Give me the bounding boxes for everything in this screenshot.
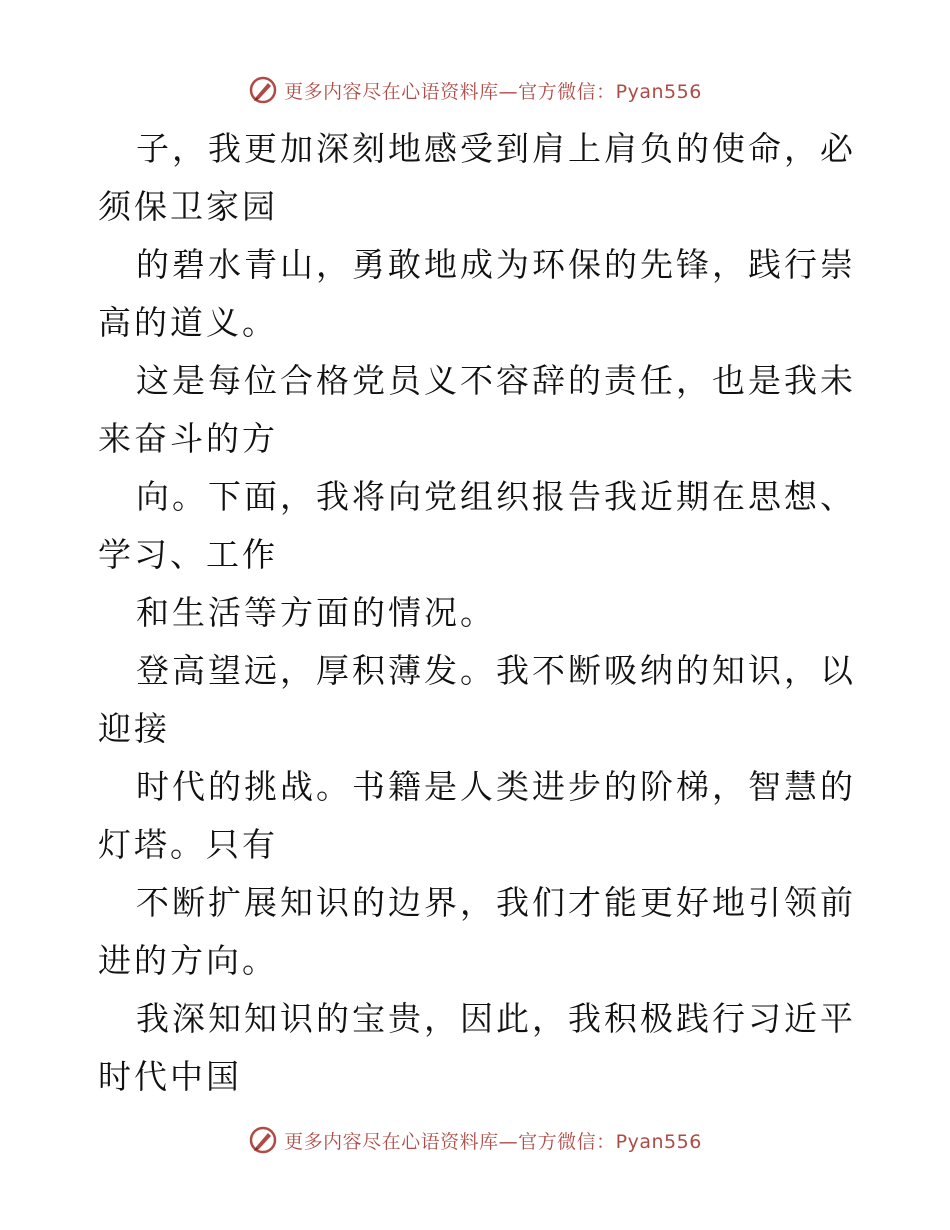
paragraph: 不断扩展知识的边界，我们才能更好地引领前进的方向。 <box>98 883 856 980</box>
paragraph: 向。下面，我将向党组织报告我近期在思想、学习、工作 <box>98 477 856 574</box>
header-watermark-text: 更多内容尽在心语资料库—官方微信：Pyan556 <box>284 80 702 103</box>
document-body <box>98 120 858 1106</box>
paragraph: 时代的挑战。书籍是人类进步的阶梯，智慧的灯塔。只有 <box>98 767 856 864</box>
pen-logo-icon <box>248 1125 278 1155</box>
paragraph: 子，我更加深刻地感受到肩上肩负的使命，必须保卫家园 <box>98 129 856 226</box>
paragraph: 登高望远，厚积薄发。我不断吸纳的知识，以迎接 <box>98 651 856 748</box>
paragraph: 我深知知识的宝贵，因此，我积极践行习近平时代中国 <box>98 999 856 1096</box>
footer-watermark-text: 更多内容尽在心语资料库—官方微信：Pyan556 <box>284 1130 702 1153</box>
paragraph: 的碧水青山，勇敢地成为环保的先锋，践行崇高的道义。 <box>98 245 856 342</box>
footer-watermark <box>0 1120 950 1160</box>
paragraph: 这是每位合格党员义不容辞的责任，也是我未来奋斗的方 <box>98 361 856 458</box>
pen-logo-icon <box>248 75 278 105</box>
header-watermark <box>0 70 950 110</box>
paragraph: 和生活等方面的情况。 <box>136 593 496 632</box>
